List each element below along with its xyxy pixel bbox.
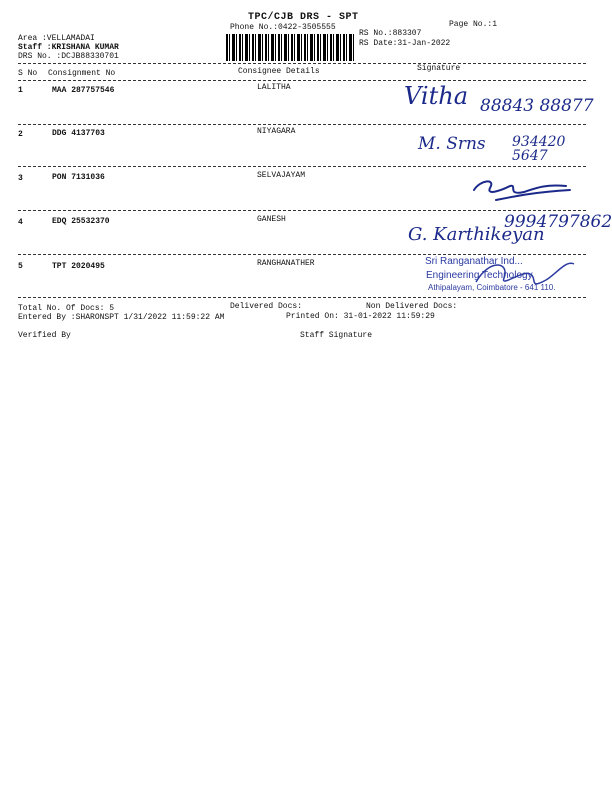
stamp-line3: Athipalayam, Coimbatore - 641 110. xyxy=(428,283,556,292)
row-divider xyxy=(18,166,586,167)
row-consignment: MAA 287757546 xyxy=(52,86,115,95)
row-consignee: RANGHANATHER xyxy=(257,259,315,268)
phone-number: Phone No.:0422-3505555 xyxy=(230,23,336,32)
row-consignee: NIYAGARA xyxy=(257,127,296,136)
row-consignment: PON 7131036 xyxy=(52,173,105,182)
staff-signature: Staff Signature xyxy=(300,331,373,340)
col-sno: S No xyxy=(18,69,38,78)
signature-row2: M. Srns xyxy=(418,134,486,154)
printed-on: Printed On: 31-01-2022 11:59:29 xyxy=(286,312,435,321)
col-consignee: Consignee Details xyxy=(238,67,320,76)
row-consignee: SELVAJAYAM xyxy=(257,171,306,180)
signature-row4: G. Karthikeyan xyxy=(408,224,545,245)
row-consignment: DDG 4137703 xyxy=(52,129,105,138)
row-consignment: EDQ 25532370 xyxy=(52,217,110,226)
drs-number: DRS No. :DCJB88330701 xyxy=(18,52,119,61)
row-sno: 4 xyxy=(18,218,23,227)
document-title: TPC/CJB DRS - SPT xyxy=(248,12,359,23)
signature-row4-phone: 9994797862 xyxy=(504,212,612,232)
rs-number: RS No.:883307 xyxy=(359,29,422,38)
header-divider xyxy=(18,63,586,64)
signature-row3 xyxy=(466,172,574,206)
row-divider xyxy=(18,210,586,211)
col-signature: Signature xyxy=(417,64,461,73)
row-sno: 3 xyxy=(18,174,23,183)
staff-label: Staff :KRISHANA KUMAR xyxy=(18,43,119,52)
page-number: Page No.:1 xyxy=(449,20,498,29)
row-sno: 5 xyxy=(18,262,23,271)
row-consignment: TPT 2020495 xyxy=(52,262,105,271)
column-header-divider xyxy=(18,80,586,81)
row-consignee: GANESH xyxy=(257,215,286,224)
row-consignee: LALITHA xyxy=(257,83,291,92)
barcode xyxy=(226,34,355,61)
area-label: Area :VELLAMADAI xyxy=(18,34,95,43)
rs-date: RS Date:31-Jan-2022 xyxy=(359,39,451,48)
verified-by: Verified By xyxy=(18,331,71,340)
total-docs: Total No. Of Docs: 5 xyxy=(18,304,115,313)
stamp-line1: Sri Ranganathar Ind... xyxy=(425,256,523,267)
signature-row2-phone: 934420 5647 xyxy=(512,134,566,164)
delivered-docs: Delivered Docs: xyxy=(230,302,303,311)
row-divider xyxy=(18,124,586,125)
signature-row1: Vitha xyxy=(404,82,468,110)
row-sno: 1 xyxy=(18,86,23,95)
stamp-signature xyxy=(470,252,580,296)
row-sno: 2 xyxy=(18,130,23,139)
col-consignment: Consignment No xyxy=(48,69,116,78)
signature-row1-phone: 88843 88877 xyxy=(480,96,594,116)
entered-by: Entered By :SHARONSPT 1/31/2022 11:59:22 AM xyxy=(18,313,225,322)
table-bottom-divider xyxy=(18,297,586,298)
non-delivered-docs: Non Delivered Docs: xyxy=(366,302,458,311)
stamp-line2: Engineering Technology xyxy=(426,270,533,281)
